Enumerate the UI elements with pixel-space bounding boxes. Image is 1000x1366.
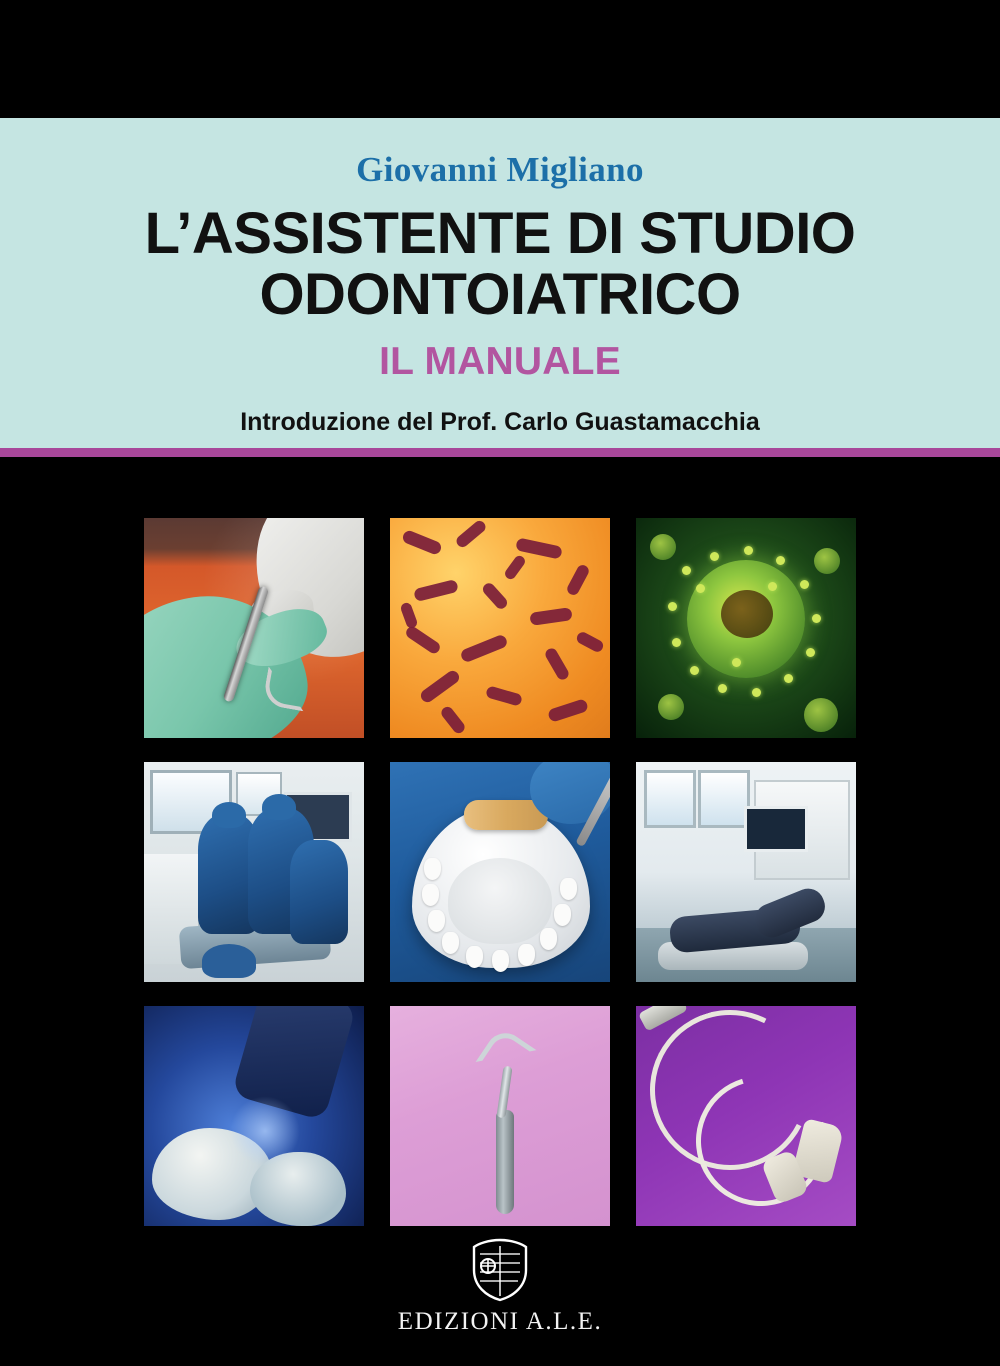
gallery-image-virus-particle: [636, 518, 856, 738]
gallery-image-clinic-team-blue-scrubs: [144, 762, 364, 982]
title-line-1: L’ASSISTENTE DI STUDIO: [144, 200, 856, 266]
virus-core-shape: [687, 560, 805, 678]
gallery-image-bacteria-microscopy: [390, 518, 610, 738]
subtitle: IL MANUALE: [379, 339, 621, 383]
window-shape-1: [644, 770, 696, 828]
publisher-name: EDIZIONI A.L.E.: [397, 1308, 603, 1335]
page-title: [60, 200, 940, 328]
introduction-credit: Introduzione del Prof. Carlo Guastamacchia: [240, 407, 760, 436]
gallery-image-dental-cast-model: [390, 762, 610, 982]
clinician-shape-3: [290, 840, 348, 944]
shield-crest-icon: [466, 1236, 534, 1304]
title-band: [0, 118, 1000, 448]
stool-shape: [202, 944, 256, 978]
gallery-image-dental-operatory-room: [636, 762, 856, 982]
bacteria-rods: [390, 518, 610, 738]
gallery-image-composite-curing-blue-light: [144, 1006, 364, 1226]
accent-divider: [0, 448, 1000, 457]
author-name: Giovanni Migliano: [356, 150, 644, 189]
gallery-image-tubing-and-clamps-purple-drape: [636, 1006, 856, 1226]
image-gallery: [144, 518, 856, 1226]
surgical-cap-shape-2: [262, 794, 296, 820]
instrument-tip-shape: [475, 1025, 536, 1086]
publisher-block: [0, 1236, 1000, 1336]
window-shape-2: [698, 770, 750, 828]
title-line-2: ODONTOIATRICO: [259, 262, 741, 328]
gallery-image-dental-instrument-pink-drape: [390, 1006, 610, 1226]
monitor-shape: [744, 806, 808, 852]
gallery-image-probe-in-gloved-hands: [144, 518, 364, 738]
instrument-handle-shape: [496, 1110, 514, 1214]
light-beam-shape: [230, 1096, 300, 1166]
surgical-cap-shape-1: [212, 802, 246, 828]
